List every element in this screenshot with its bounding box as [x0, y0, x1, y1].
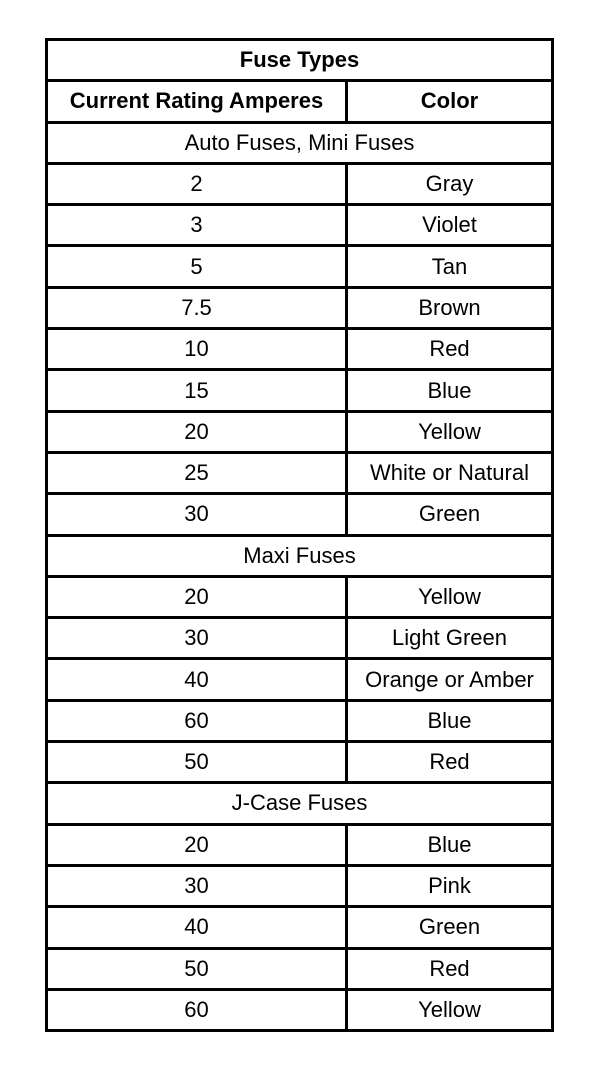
color-cell: White or Natural [370, 460, 529, 486]
color-cell: Gray [425, 171, 474, 197]
table-row [48, 867, 551, 908]
amperes-cell: 50 [48, 950, 348, 988]
color-cell: Red [429, 749, 470, 775]
color-cell: Red [429, 955, 470, 981]
table-row [48, 495, 551, 536]
amperes-cell: 40 [48, 908, 348, 946]
color-cell: Tan [431, 253, 468, 279]
color-cell: Green [418, 501, 481, 527]
color-cell: Pink [428, 873, 471, 899]
section-title: Maxi Fuses [243, 542, 356, 568]
color-cell: Violet [422, 212, 477, 238]
amperes-cell: 3 [48, 206, 348, 244]
table-row [48, 371, 551, 412]
color-cell: Red [429, 336, 470, 362]
table-row [48, 660, 551, 701]
table-row [48, 743, 551, 784]
amperes-cell: 20 [48, 413, 348, 451]
amperes-cell: 20 [48, 578, 348, 616]
amperes-cell: 30 [48, 619, 348, 657]
color-cell: Blue [427, 707, 472, 733]
table-row [48, 289, 551, 330]
section-row [48, 784, 551, 825]
amperes-cell: 60 [48, 702, 348, 740]
color-cell: Yellow [418, 996, 481, 1022]
table-row [48, 165, 551, 206]
table-row [48, 454, 551, 495]
section-row [48, 537, 551, 578]
section-title: J-Case Fuses [231, 790, 368, 816]
table-row [48, 991, 551, 1029]
table-row [48, 950, 551, 991]
amperes-cell: 25 [48, 454, 348, 492]
color-cell: Yellow [418, 584, 481, 609]
amperes-cell: 20 [48, 826, 348, 864]
color-cell: Blue [427, 377, 472, 403]
table-row [48, 908, 551, 949]
table-header-row [48, 82, 551, 123]
color-cell: Orange or Amber [365, 666, 534, 692]
table-row [48, 578, 551, 619]
color-cell: Light Green [392, 625, 507, 651]
amperes-cell: 30 [48, 495, 348, 533]
color-cell: Brown [418, 294, 481, 320]
header-amperes: Current Rating Amperes [48, 82, 348, 120]
table-row [48, 247, 551, 288]
table-row [48, 330, 551, 371]
color-cell: Green [418, 914, 481, 940]
table-row [48, 619, 551, 660]
table-title-row [48, 41, 551, 82]
section-row [48, 124, 551, 165]
table-row [48, 206, 551, 247]
header-color: Color [420, 88, 479, 114]
table-row [48, 702, 551, 743]
amperes-cell: 15 [48, 371, 348, 409]
table-row [48, 826, 551, 867]
amperes-cell: 10 [48, 330, 348, 368]
fuse-types-table [45, 38, 554, 1032]
section-title: Auto Fuses, Mini Fuses [184, 129, 415, 155]
amperes-cell: 5 [48, 247, 348, 285]
amperes-cell: 7.5 [48, 289, 348, 327]
table-row [48, 413, 551, 454]
amperes-cell: 60 [48, 991, 348, 1029]
amperes-cell: 50 [48, 743, 348, 781]
table-title: Fuse Types [239, 47, 360, 73]
amperes-cell: 40 [48, 660, 348, 698]
color-cell: Blue [427, 831, 472, 857]
amperes-cell: 2 [48, 165, 348, 203]
color-cell: Yellow [418, 418, 481, 444]
amperes-cell: 30 [48, 867, 348, 905]
